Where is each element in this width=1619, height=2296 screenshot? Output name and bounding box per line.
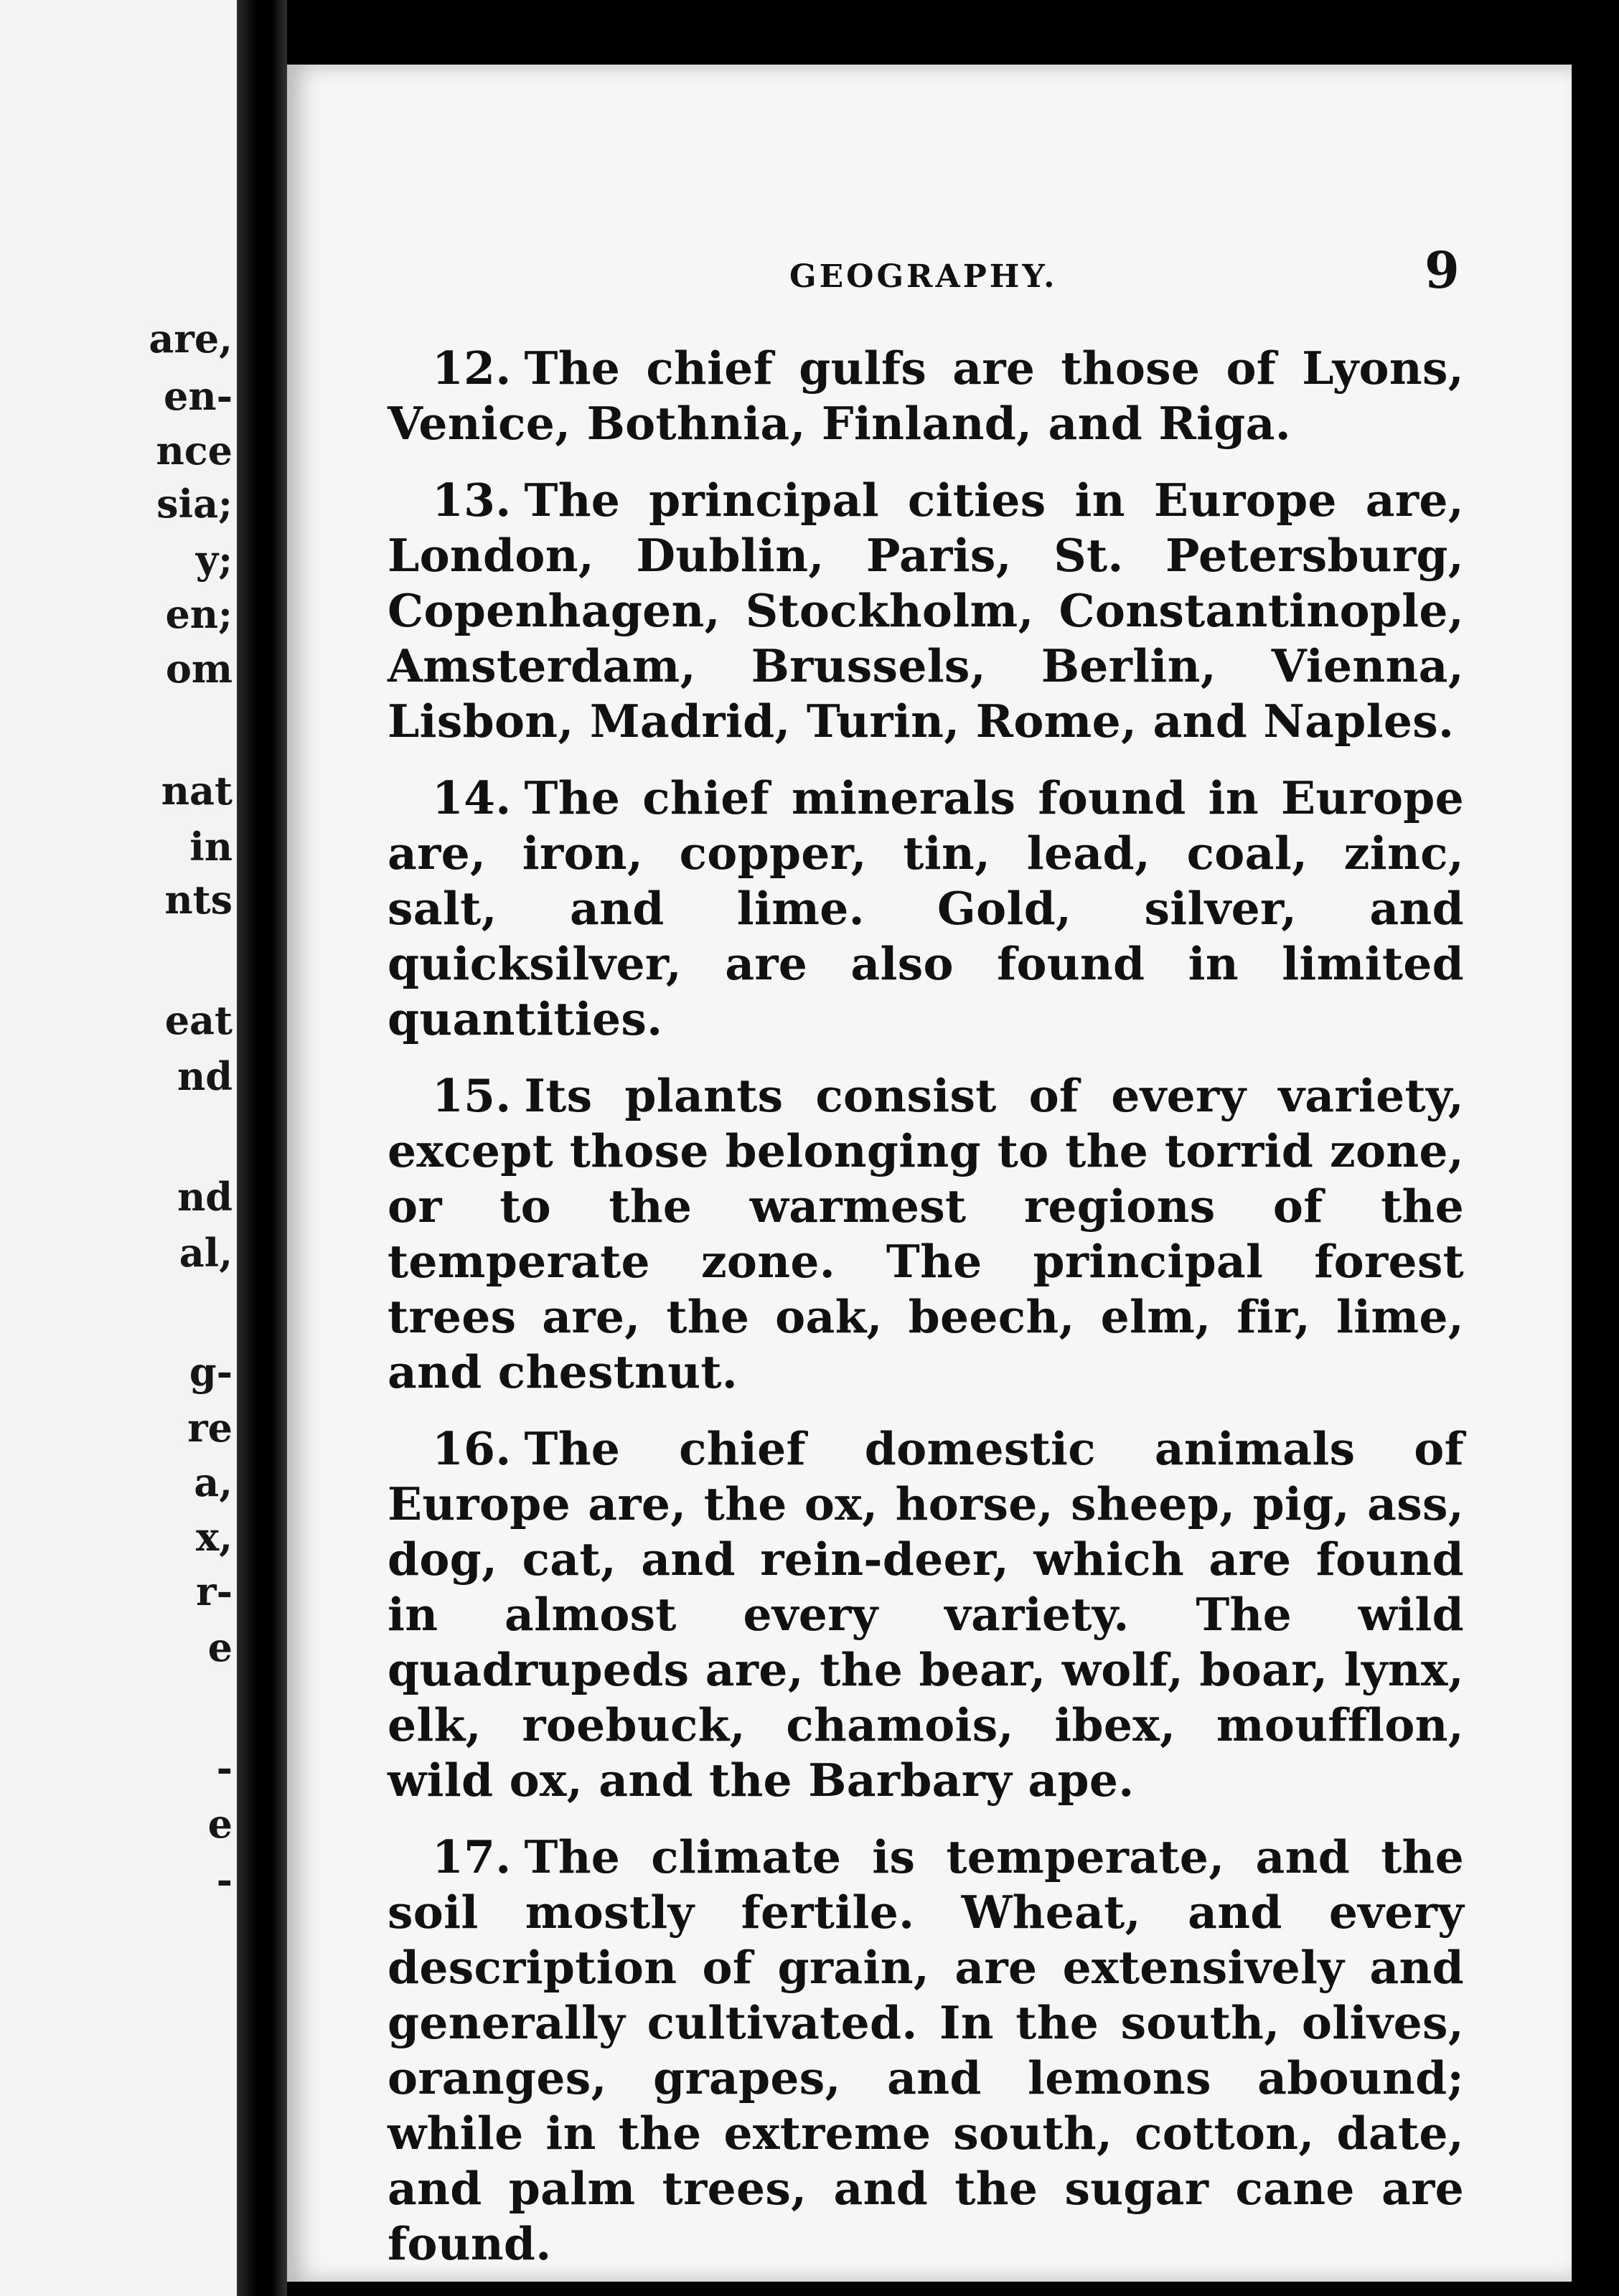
paragraph-number: 17. [432, 1830, 512, 1883]
facing-page-text-fragment: nts [164, 877, 233, 923]
paragraph-12 [388, 341, 1464, 451]
facing-page-text-fragment: nd [177, 1174, 233, 1220]
paragraph-16 [388, 1421, 1464, 1808]
facing-page-text-fragment: nce [156, 428, 233, 474]
facing-page-text-fragment: sia; [156, 481, 233, 527]
facing-page-text-fragment: g- [189, 1349, 233, 1395]
paragraph-text: The climate is temperate, and the soil mostly fertile. Wheat, and every description of grain, are extensively and generally cultivated. In the south, olives, oranges, grapes, and lemons abound; while in the extreme south, cotton, date, and palm trees, and the sugar cane are found. [388, 1830, 1464, 2270]
paragraph-number: 13. [432, 474, 512, 527]
paragraph-text: Its plants consist of every variety, except those belonging to the torrid zone, or to the warmest regions of the temperate zone. The principal forest trees are, the oak, beech, elm, fir, lime, and chestnut. [388, 1069, 1464, 1398]
facing-page-text-fragment: in [189, 824, 233, 870]
paragraph-text: The chief minerals found in Europe are, iron, copper, tin, lead, coal, zinc, salt, and lime. Gold, silver, and quicksilver, are also found in limited quantities. [388, 771, 1464, 1045]
paragraph-13 [388, 473, 1464, 749]
facing-page-text-fragment: y; [195, 537, 233, 583]
paragraph-number: 14. [432, 771, 512, 824]
running-head: GEOGRAPHY. [789, 258, 1058, 295]
paragraph-17 [388, 1830, 1464, 2272]
facing-page-text-fragment: - [216, 1745, 233, 1791]
facing-page-text-fragment: en- [163, 373, 233, 419]
page-body [388, 341, 1464, 2293]
paragraph-number: 15. [432, 1069, 512, 1122]
paragraph-number: 12. [432, 342, 512, 395]
paragraph-text: The principal cities in Europe are, London, Dublin, Paris, St. Petersburg, Copenhagen, Stockholm, Constantinople, Amsterdam, Brussels, Berlin, Vienna, Lisbon, Madrid, Turin, Rome, and Naples. [388, 474, 1464, 748]
facing-page-left [0, 0, 237, 2296]
facing-page-text-fragment: re [187, 1405, 233, 1451]
facing-page-text-fragment: eat [164, 997, 233, 1043]
paragraph-text: The chief domestic animals of Europe are, the ox, horse, sheep, pig, ass, dog, cat, and rein-deer, which are found in almost every variety. The wild quadrupeds are, the bear, wolf, boar, lynx, elk, roebuck, chamois, ibex, moufflon, wild ox, and the Barbary ape. [388, 1422, 1464, 1807]
book-page [287, 65, 1572, 2282]
facing-page-text-fragment: om [165, 646, 233, 692]
paragraph-text: The chief gulfs are those of Lyons, Venice, Bothnia, Finland, and Riga. [388, 342, 1464, 450]
facing-page-text-fragment: nd [177, 1053, 233, 1099]
page-number: 9 [1425, 240, 1460, 300]
facing-page-text-fragment: r- [196, 1568, 233, 1614]
paragraph-number: 16. [432, 1422, 512, 1475]
paragraph-15 [388, 1068, 1464, 1400]
facing-page-text-fragment: nat [161, 768, 233, 814]
book-gutter [237, 0, 287, 2296]
page-bottom-edge [287, 2282, 1619, 2296]
facing-page-text-fragment: are, [149, 316, 233, 362]
facing-page-text-fragment: en; [165, 591, 233, 637]
paragraph-14 [388, 771, 1464, 1047]
facing-page-text-fragment: e [207, 1801, 233, 1847]
facing-page-text-fragment: - [216, 1857, 233, 1903]
facing-page-text-fragment: e [207, 1624, 233, 1670]
facing-page-text-fragment: x, [196, 1514, 233, 1560]
facing-page-text-fragment: al, [179, 1230, 233, 1276]
facing-page-text-fragment: a, [194, 1459, 233, 1505]
